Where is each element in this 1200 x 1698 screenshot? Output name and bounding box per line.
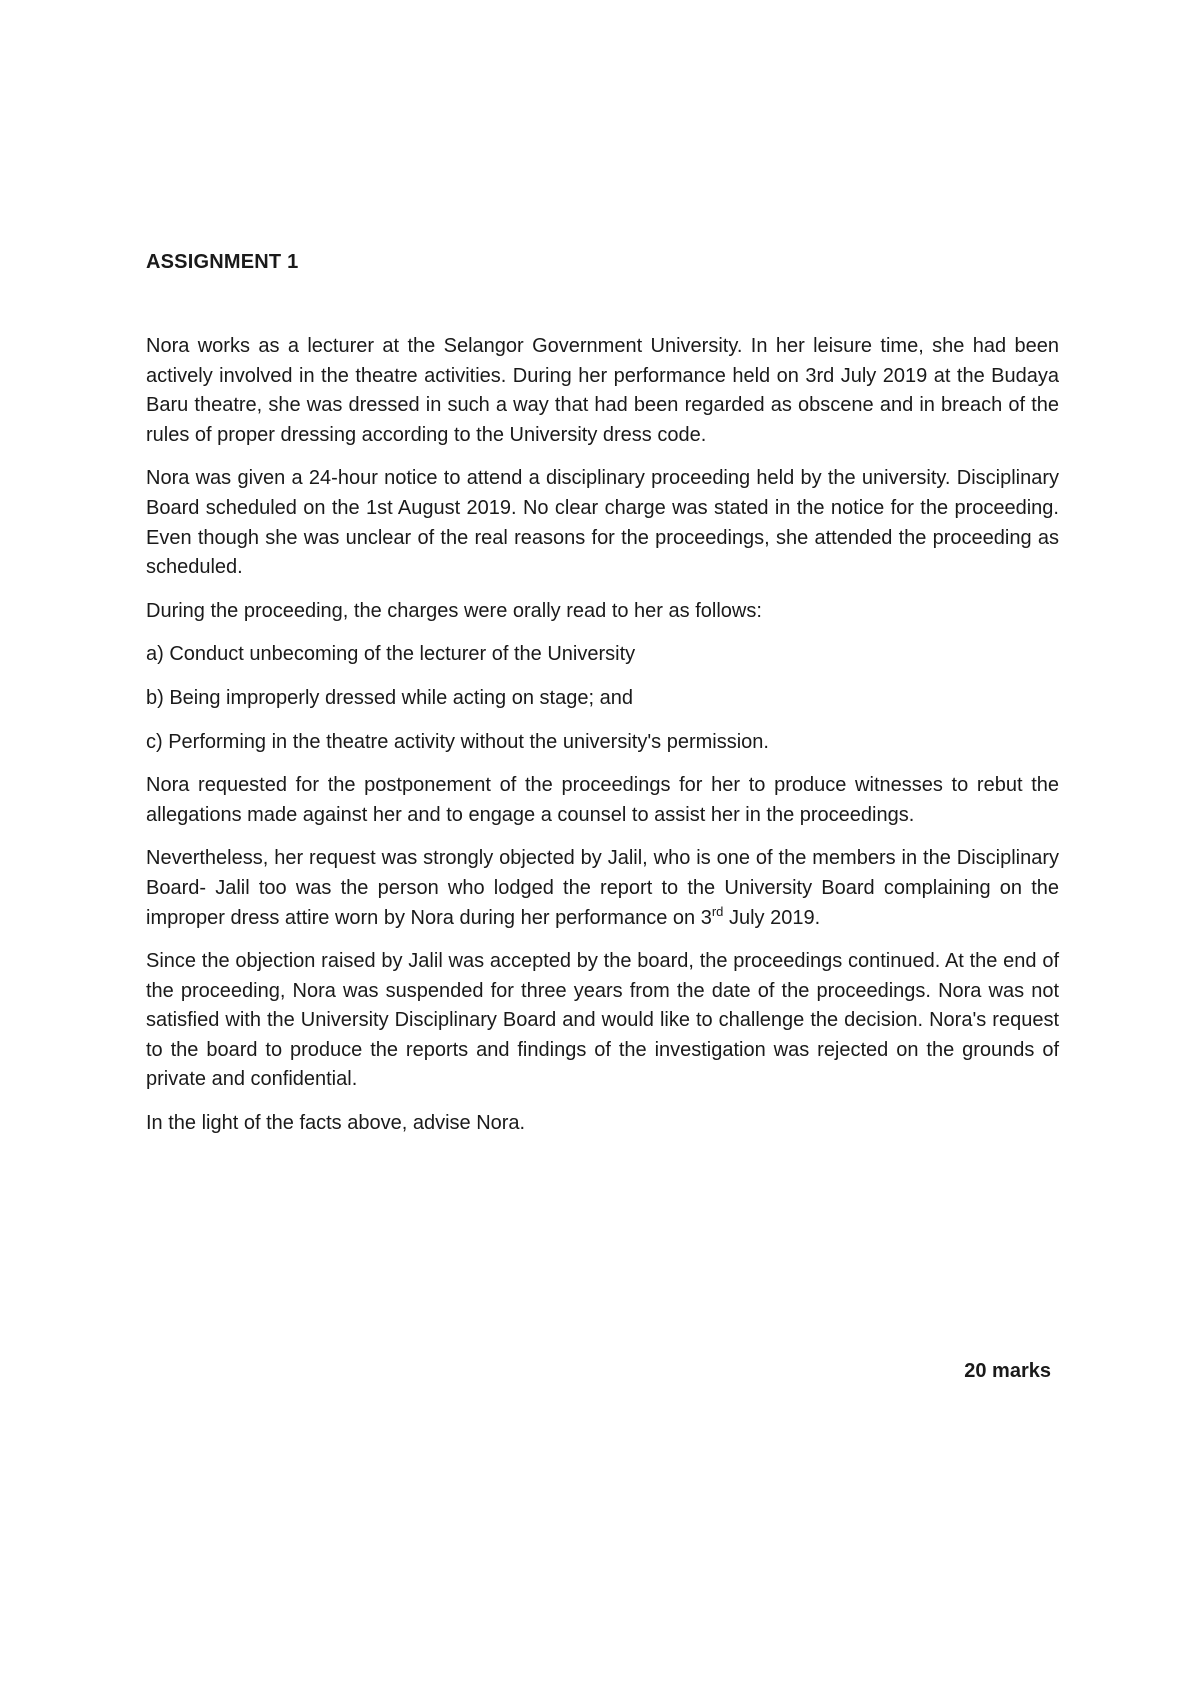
charge-item-c: c) Performing in the theatre activity without the university's permission. (146, 730, 769, 753)
marks-label: 20 marks (964, 1360, 1051, 1382)
charge-item-a: a) Conduct unbecoming of the lecturer of the University (146, 643, 636, 666)
paragraph-postponement: Nora requested for the postponement of the proceedings for her to produce witnesses to rebut the allegations made against her and to engage a counsel to assist her in the proceedings. (146, 774, 1059, 826)
marks-container (146, 0, 1051, 1698)
ordinal-superscript: rd (711, 903, 724, 919)
paragraph-charges-intro: During the proceeding, the charges were orally read to her as follows: (146, 599, 762, 622)
paragraph-intro: Nora works as a lecturer at the Selangor Government University. In her leisure time, she had been actively involved in the theatre activities. During her performance held on 3rd July 2019 at the Budaya Baru theatre, she was dressed in such a way that had been regarded as obscene and in breach of the rules of proper dressing according to the University dress code. (146, 335, 1059, 446)
paragraph-objection-text: Nevertheless, her request was strongly objected by Jalil, who is one of the members in the Disciplinary Board- Jalil too was the person who lodged the report to the University Board complaining on the improper dress attire worn by Nora during her performance on 3 (146, 847, 1059, 929)
paragraph-question: In the light of the facts above, advise Nora. (146, 1112, 526, 1135)
charge-item-b: b) Being improperly dressed while acting on stage; and (146, 686, 633, 709)
document-title: ASSIGNMENT 1 (146, 251, 299, 273)
paragraph-notice: Nora was given a 24-hour notice to attend a disciplinary proceeding held by the university. Disciplinary Board scheduled on the 1st August 2019. No clear charge was stated in the notice for the proceeding. Even though she was unclear of the real reasons for the proceedings, she attended the proceeding as scheduled. (146, 467, 1059, 579)
paragraph-suspension: Since the objection raised by Jalil was accepted by the board, the proceedings continued. At the end of the proceeding, Nora was suspended for three years from the date of the proceedings. Nora was not satisfied with the University Disciplinary Board and would like to challenge the decision. Nora's request to the board to produce the reports and findings of the investigation was rejected on the grounds of private and confidential. (146, 950, 1059, 1091)
paragraph-objection-tail: July 2019. (723, 906, 821, 929)
